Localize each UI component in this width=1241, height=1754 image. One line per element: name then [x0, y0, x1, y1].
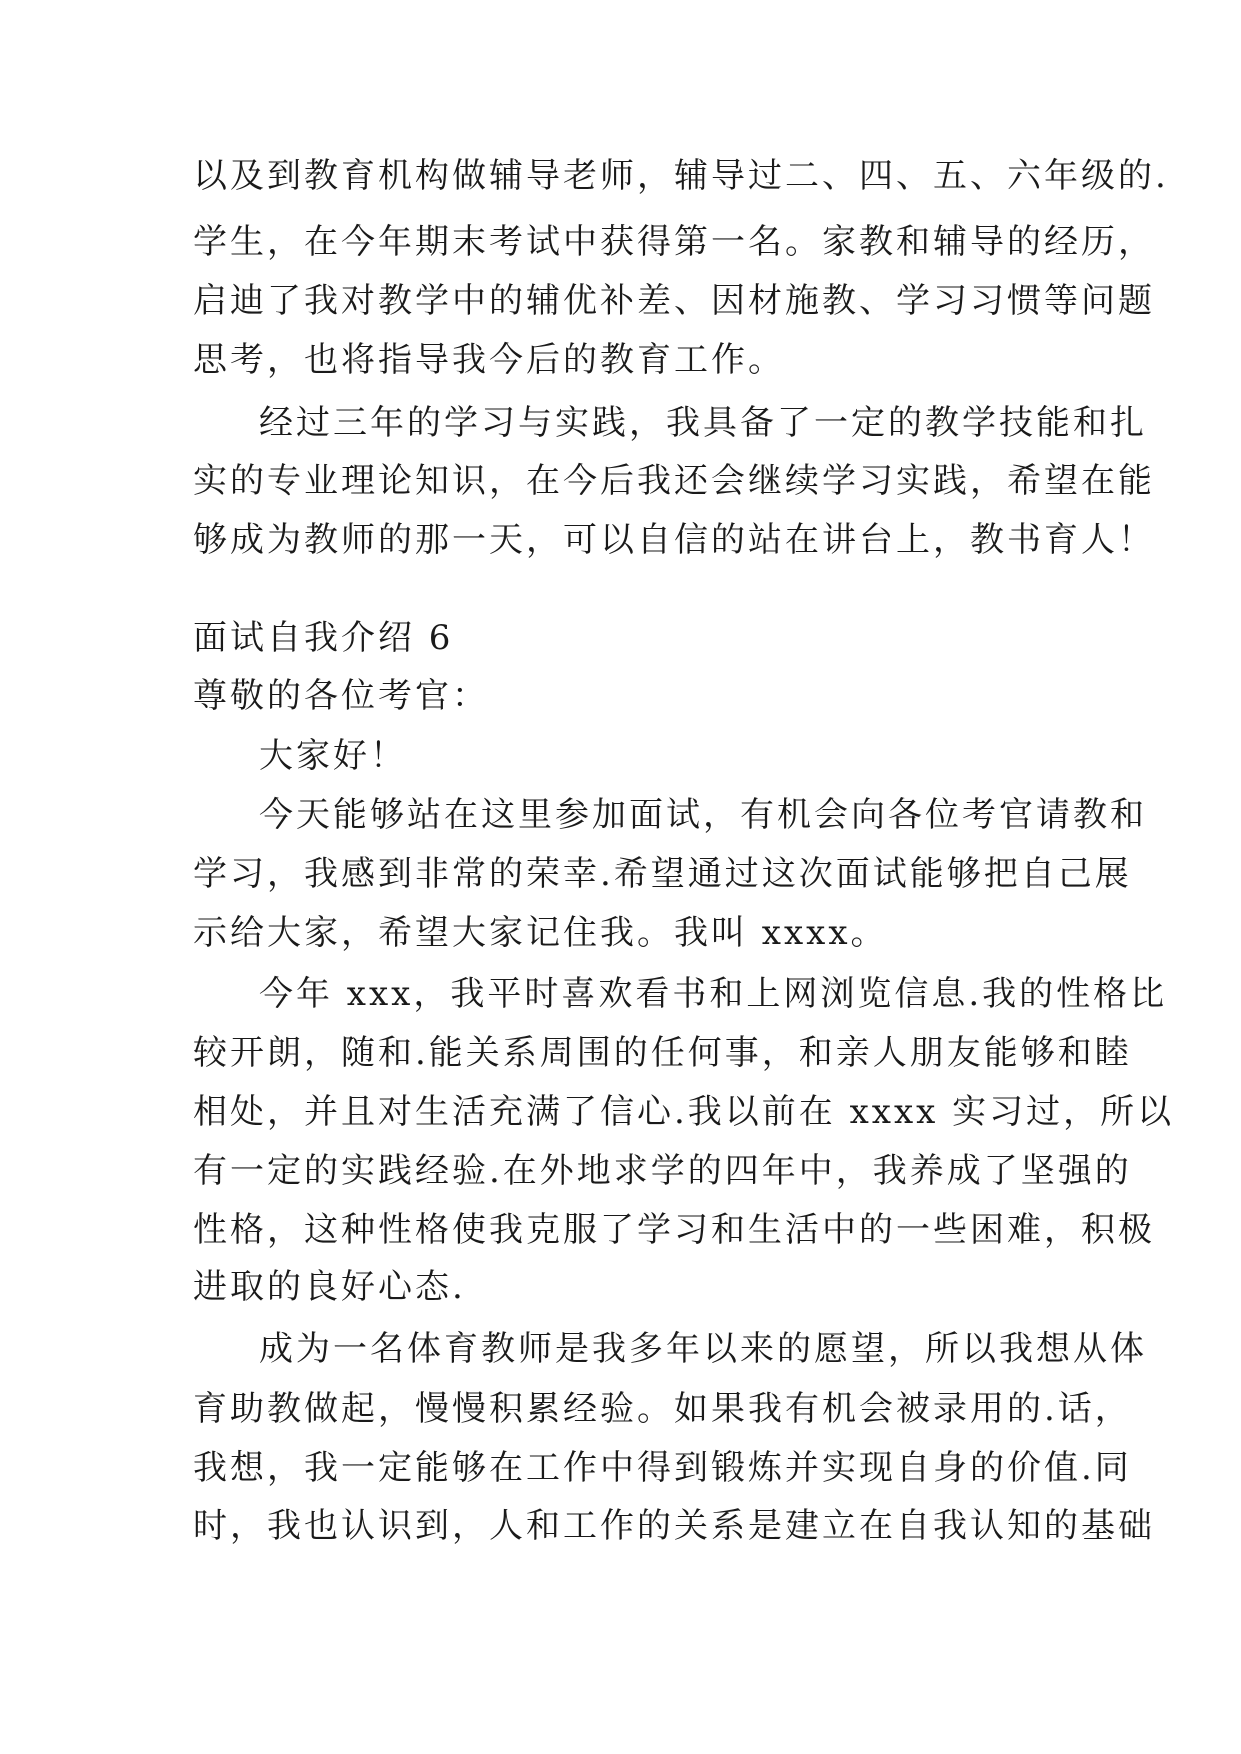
paragraph-line: 成为一名体育教师是我多年以来的愿望，所以我想从体	[259, 1329, 1147, 1369]
paragraph-line: 够成为教师的那一天，可以自信的站在讲台上，教书育人！	[193, 520, 1155, 560]
paragraph-line: 有一定的实践经验.在外地求学的四年中，我养成了坚强的	[193, 1151, 1132, 1191]
paragraph-line: 启迪了我对教学中的辅优补差、因材施教、学习习惯等问题	[193, 281, 1155, 321]
paragraph-line: 性格，这种性格使我克服了学习和生活中的一些困难，积极	[193, 1210, 1155, 1250]
paragraph-line: 我想，我一定能够在工作中得到锻炼并实现自身的价值.同	[193, 1448, 1132, 1488]
section-heading: 面试自我介绍 6	[193, 618, 454, 658]
paragraph-line: 育助教做起，慢慢积累经验。如果我有机会被录用的.话，	[193, 1389, 1132, 1429]
paragraph-line: 进取的良好心态.	[193, 1267, 466, 1307]
paragraph-line: 以及到教育机构做辅导老师，辅导过二、四、五、六年级的.	[193, 156, 1169, 196]
paragraph-line: 实的专业理论知识，在今后我还会继续学习实践，希望在能	[193, 461, 1155, 501]
paragraph-line: 学习，我感到非常的荣幸.希望通过这次面试能够把自己展	[193, 854, 1132, 894]
paragraph-line: 今天能够站在这里参加面试，有机会向各位考官请教和	[259, 795, 1147, 835]
paragraph-line: 今年 xxx，我平时喜欢看书和上网浏览信息.我的性格比	[259, 974, 1168, 1014]
greeting: 大家好！	[259, 736, 407, 776]
paragraph-line: 相处，并且对生活充满了信心.我以前在 xxxx 实习过，所以	[193, 1092, 1175, 1132]
paragraph-line: 学生，在今年期末考试中获得第一名。家教和辅导的经历，	[193, 222, 1155, 262]
paragraph-line: 较开朗，随和.能关系周围的任何事，和亲人朋友能够和睦	[193, 1033, 1132, 1073]
paragraph-line: 经过三年的学习与实践，我具备了一定的教学技能和扎	[259, 403, 1147, 443]
salutation: 尊敬的各位考官：	[193, 676, 489, 716]
paragraph-line: 思考，也将指导我今后的教育工作。	[193, 340, 785, 380]
paragraph-line: 时，我也认识到，人和工作的关系是建立在自我认知的基础	[193, 1506, 1155, 1546]
paragraph-line: 示给大家，希望大家记住我。我叫 xxxx。	[193, 913, 888, 953]
